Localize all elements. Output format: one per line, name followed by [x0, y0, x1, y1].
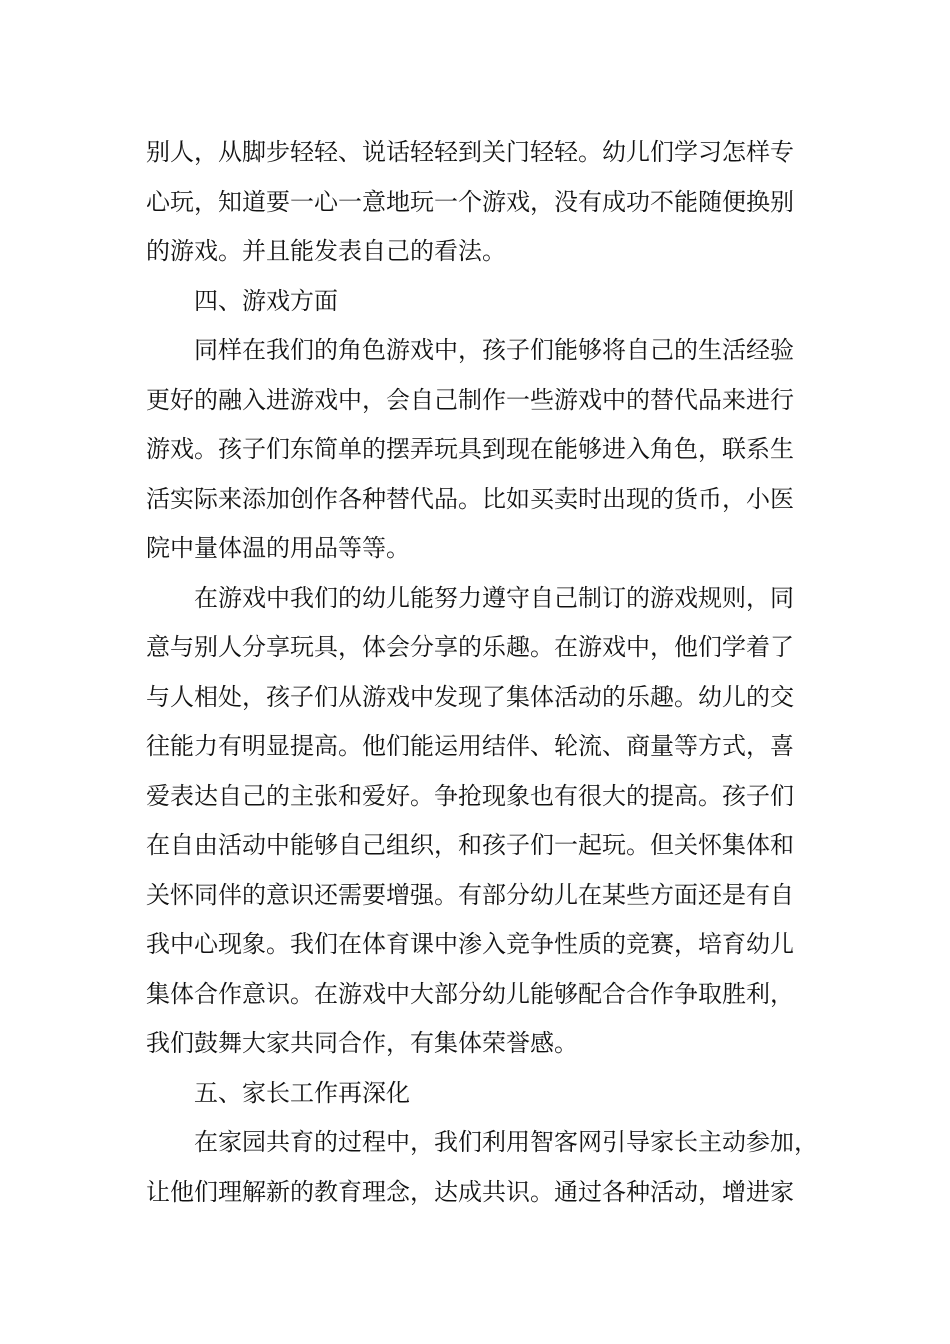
text-line: 活实际来添加创作各种替代品。比如买卖时出现的货币，小医 — [146, 484, 794, 513]
text-line: 爱表达自己的主张和爱好。争抢现象也有很大的提高。孩子们 — [146, 781, 794, 810]
text-line: 往能力有明显提高。他们能运用结伴、轮流、商量等方式，喜 — [146, 732, 794, 760]
text-line: 游戏。孩子们东简单的摆弄玩具到现在能够进入角色，联系生 — [146, 435, 794, 463]
paragraph-start-line: 五、家长工作再深化 — [194, 1078, 410, 1107]
text-line: 在自由活动中能够自己组织，和孩子们一起玩。但关怀集体和 — [146, 831, 794, 859]
paragraph-start-line: 同样在我们的角色游戏中，孩子们能够将自己的生活经验 — [194, 336, 794, 364]
text-line: 让他们理解新的教育理念，达成共识。通过各种活动，增进家 — [146, 1177, 794, 1206]
text-line: 别人，从脚步轻轻、说话轻轻到关门轻轻。幼儿们学习怎样专 — [146, 138, 794, 166]
paragraph-start-line: 在游戏中我们的幼儿能努力遵守自己制订的游戏规则，同 — [194, 583, 794, 612]
paragraph-start-line: 四、游戏方面 — [194, 286, 338, 315]
text-line: 集体合作意识。在游戏中大部分幼儿能够配合合作争取胜利， — [146, 979, 794, 1008]
text-line: 意与别人分享玩具，体会分享的乐趣。在游戏中，他们学着了 — [146, 633, 794, 661]
text-line: 我中心现象。我们在体育课中渗入竞争性质的竞赛，培育幼儿 — [146, 930, 794, 958]
text-line: 的游戏。并且能发表自己的看法。 — [146, 237, 506, 265]
text-line: 我们鼓舞大家共同合作，有集体荣誉感。 — [146, 1029, 578, 1057]
text-line: 关怀同伴的意识还需要增强。有部分幼儿在某些方面还是有自 — [146, 880, 794, 909]
text-line: 心玩，知道要一心一意地玩一个游戏，没有成功不能随便换别 — [146, 187, 794, 216]
document-body — [146, 128, 816, 1217]
text-line: 更好的融入进游戏中，会自己制作一些游戏中的替代品来进行 — [146, 385, 794, 414]
paragraph-start-line: 在家园共育的过程中，我们利用智客网引导家长主动参加， — [194, 1128, 818, 1156]
text-line: 院中量体温的用品等等。 — [146, 534, 410, 562]
text-line: 与人相处，孩子们从游戏中发现了集体活动的乐趣。幼儿的交 — [146, 682, 794, 711]
